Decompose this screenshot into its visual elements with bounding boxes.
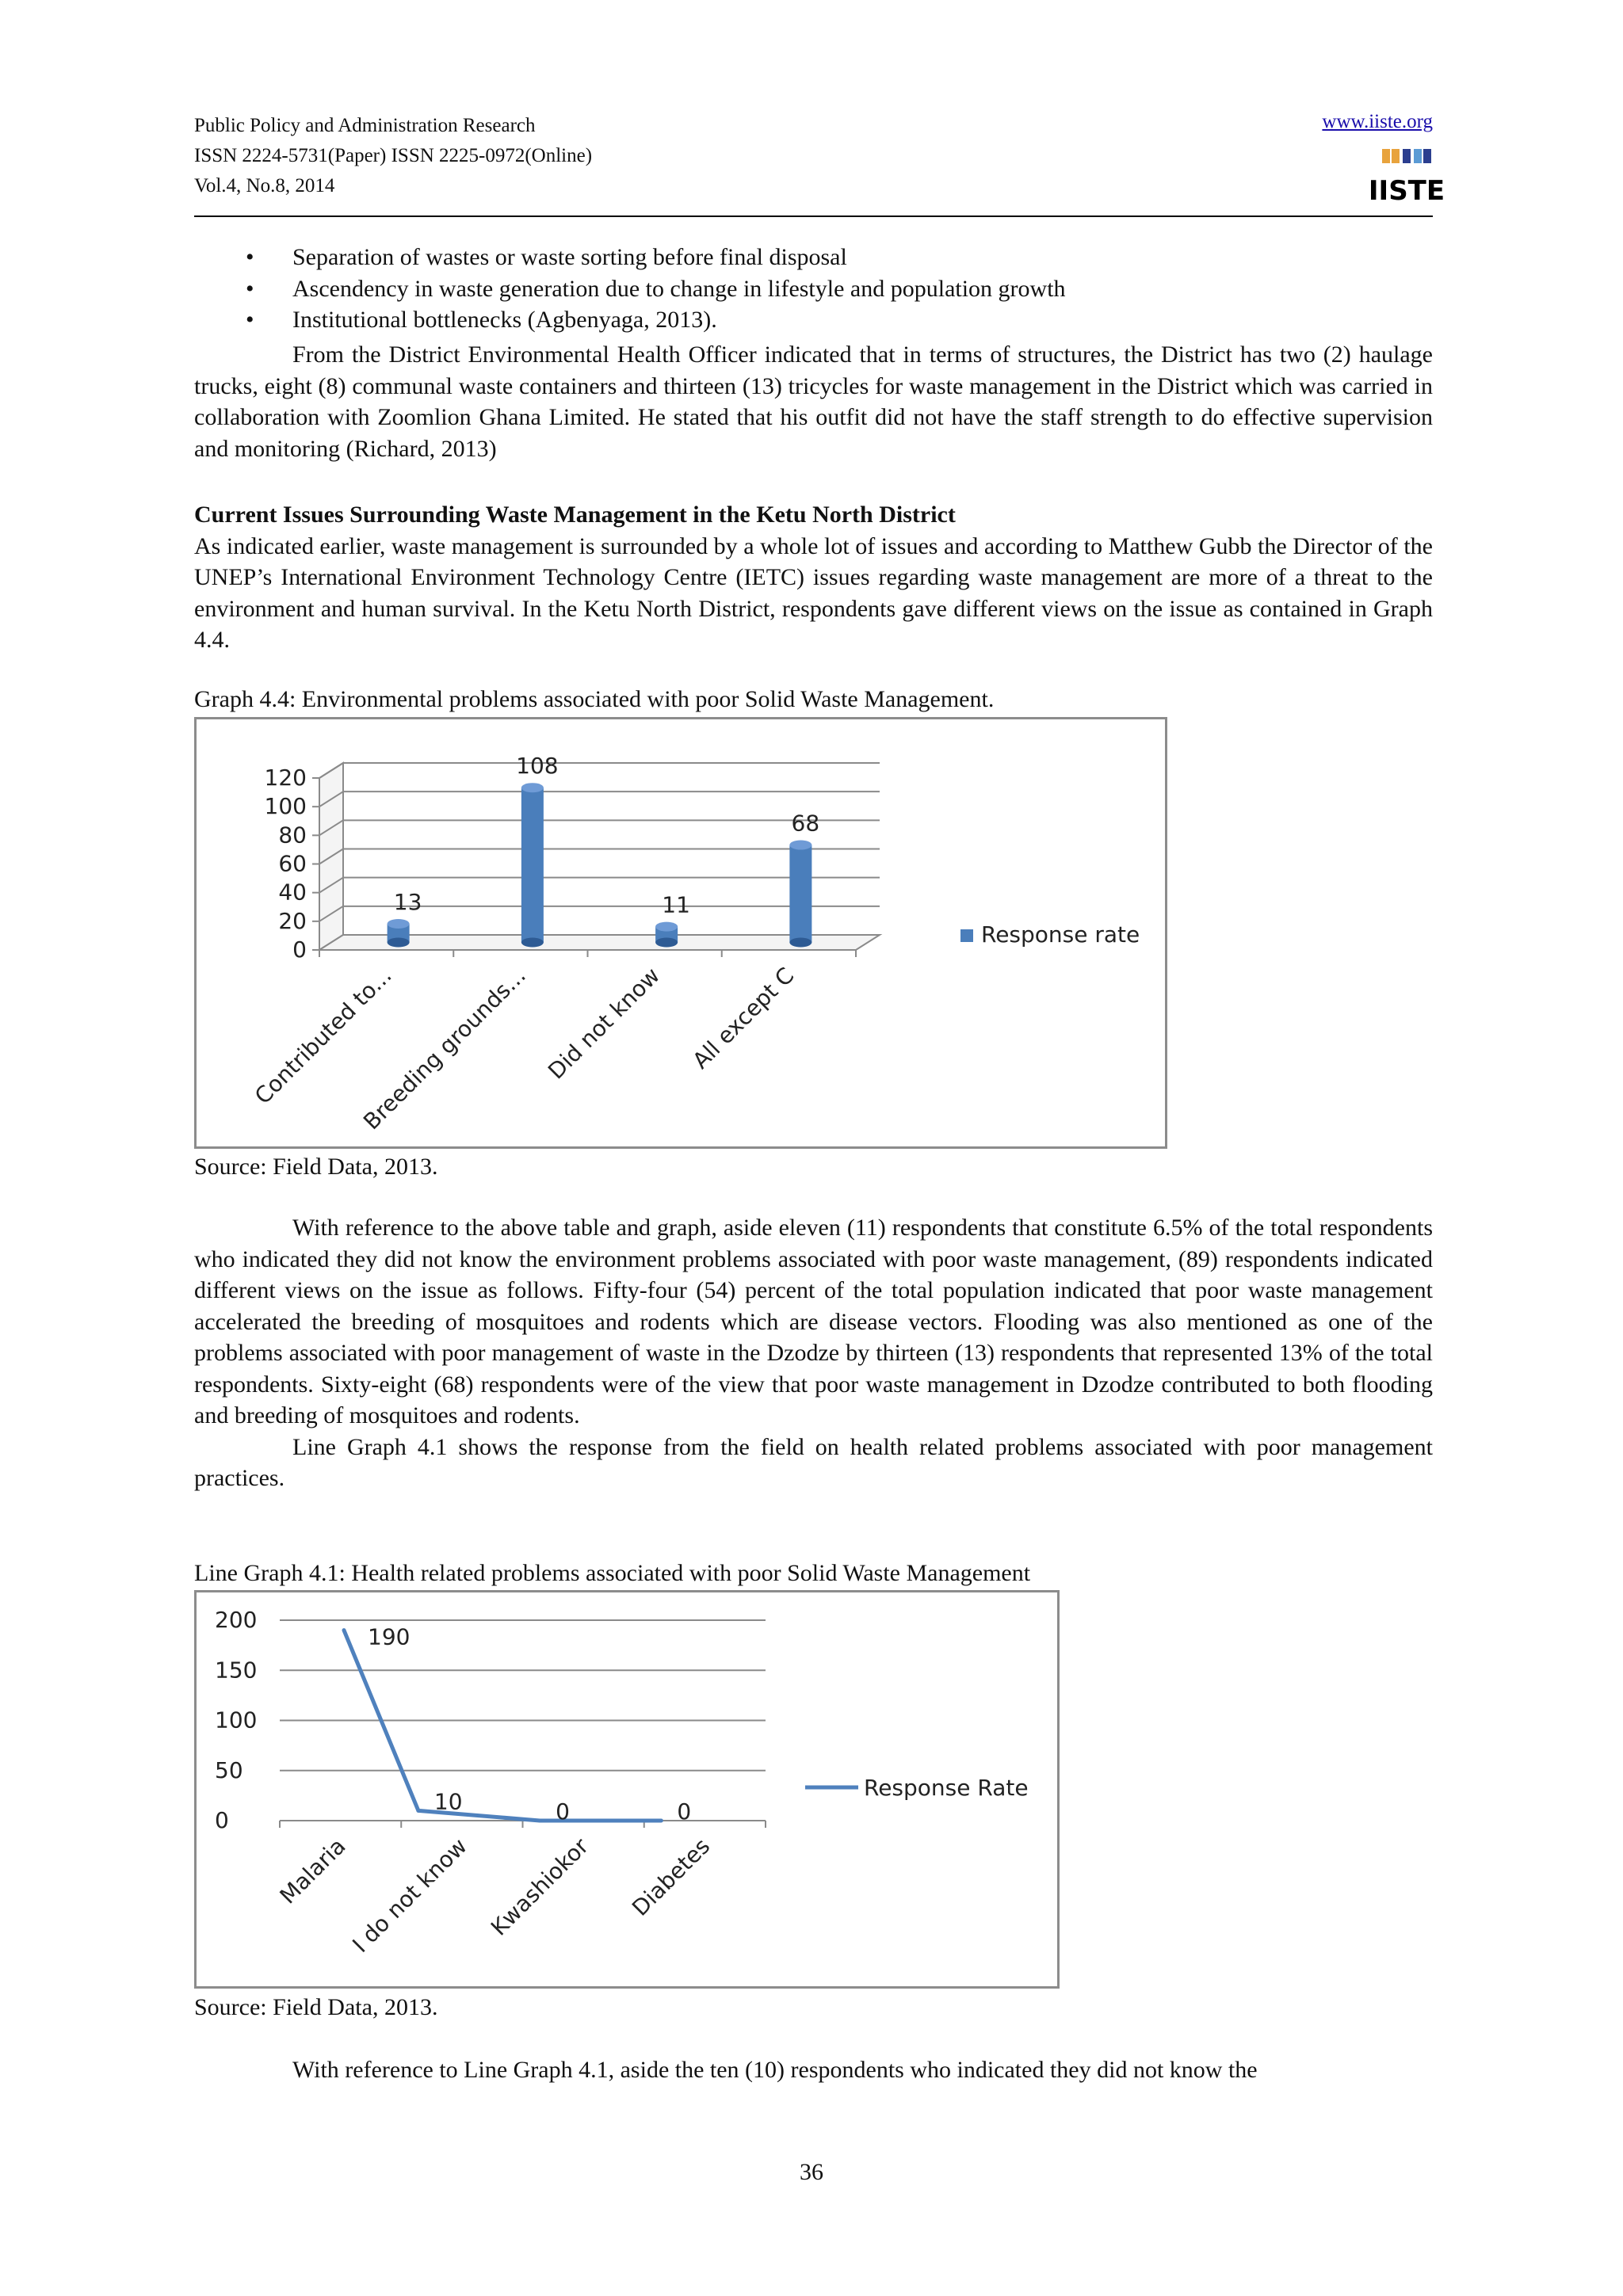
- y-tick-label: 60: [278, 850, 307, 877]
- bar-base: [789, 938, 812, 948]
- bar: [521, 788, 544, 942]
- section-current-issues: [194, 499, 1433, 656]
- bullet-item: • Institutional bottlenecks (Agbenyaga, 2013).: [292, 304, 1433, 336]
- section-heading: Current Issues Surrounding Waste Management in the Ketu North District: [194, 502, 956, 528]
- page-number: 36: [800, 2159, 823, 2185]
- graph-caption: Line Graph 4.1: Health related problems associated with poor Solid Waste Management: [194, 1560, 1031, 1586]
- x-tick-label: I do not know: [347, 1833, 472, 1958]
- journal-volume: Vol.4, No.8, 2014: [194, 175, 335, 196]
- journal-issn: ISSN 2224-5731(Paper) ISSN 2225-0972(Online): [194, 145, 593, 166]
- bar-chart-frame: [194, 717, 1167, 1149]
- x-tick-label: Breeding grounds...: [358, 962, 531, 1135]
- data-label: 108: [516, 753, 559, 780]
- x-tick-label: All except C: [687, 962, 800, 1074]
- y-tick-label: 0: [215, 1807, 229, 1833]
- bar: [789, 845, 812, 943]
- line-chart: [197, 1592, 1057, 1986]
- data-label: 190: [368, 1623, 411, 1650]
- y-tick-label: 200: [215, 1607, 258, 1633]
- logo-text: IISTE: [1368, 175, 1445, 207]
- x-tick-label: Diabetes: [627, 1833, 716, 1921]
- data-label: 13: [393, 888, 422, 915]
- x-tick-label: Malaria: [274, 1833, 351, 1909]
- bar-chart: [197, 719, 1165, 1146]
- graph-source: Source: Field Data, 2013.: [194, 1994, 438, 2020]
- paragraph-text: As indicated earlier, waste management is surrounded by a whole lot of issues and according to Matthew Gubb the Director of the UNEP’s International Environment Technology Centre (IETC) issues regarding waste management are more of a threat to the environment and human survival. In the Ketu North District, respondents gave different views on the issue as contained in Graph 4.4.: [194, 532, 1433, 653]
- bar-top: [655, 922, 678, 932]
- bar-base: [655, 938, 678, 948]
- y-tick-label: 20: [278, 907, 307, 934]
- data-point: [659, 1819, 663, 1823]
- graph-source: Source: Field Data, 2013.: [194, 1154, 438, 1180]
- data-label: 0: [677, 1798, 692, 1825]
- bar-top: [388, 919, 410, 929]
- bar-base: [388, 938, 410, 948]
- graph-caption: Graph 4.4: Environmental problems associated with poor Solid Waste Management.: [194, 686, 995, 712]
- x-tick-label: Did not know: [543, 962, 666, 1085]
- bar-base: [521, 938, 544, 948]
- paragraph-analysis: [194, 1212, 1433, 1494]
- data-label: 68: [791, 810, 820, 837]
- data-label: 10: [433, 1788, 463, 1815]
- bullet-item: • Separation of wastes or waste sorting before final disposal: [292, 242, 1433, 273]
- paragraph-text: From the District Environmental Health Officer indicated that in terms of structures, the District has two (2) haulage trucks, eight (8) communal waste containers and thirteen (13) tricycles for waste management in the District which was carried in collaboration with Zoomlion Ghana Limited. He stated that his outfit did not have the staff strength to do effective supervision and monitoring (Richard, 2013): [194, 341, 1433, 462]
- y-tick-label: 100: [264, 793, 307, 820]
- bullet-item: • Ascendency in waste generation due to change in lifestyle and population growth: [292, 273, 1433, 305]
- y-tick-label: 150: [215, 1657, 258, 1684]
- x-tick-label: Kwashiokor: [485, 1833, 594, 1941]
- data-point: [416, 1809, 420, 1813]
- paragraph-text: With reference to Line Graph 4.1, aside the ten (10) respondents who indicated they did not know the: [292, 2057, 1258, 2083]
- x-tick-label: Contributed to...: [250, 962, 397, 1110]
- bar-top: [521, 783, 544, 792]
- legend-swatch: [960, 929, 973, 942]
- y-tick-label: 40: [278, 879, 307, 906]
- paragraph-continuation: [194, 2054, 1433, 2086]
- legend-label: Response Rate: [864, 1775, 1029, 1801]
- iiste-logo: [1368, 147, 1445, 207]
- y-tick-label: 80: [278, 822, 307, 849]
- bar-top: [789, 841, 812, 850]
- data-point: [538, 1819, 542, 1823]
- paragraph-text: With reference to the above table and graph, aside eleven (11) respondents that constitute 6.5% of the total respondents who indicated they did not know the environment problems associated with poor waste management, (89) respondents indicated different views on the issue as follows. Fifty-four (54) percent of the total population indicated that poor waste management accelerated the breeding of mosquitoes and rodents which are disease vectors. Flooding was also mentioned as one of the problems associated with poor management of waste in the Dzodze by thirteen (13) respondents that represented 13% of the total respondents. Sixty-eight (68) respondents were of the view that poor waste management in Dzodze contributed to both flooding and breeding of mosquitoes and rodents.: [194, 1215, 1433, 1428]
- header-rule: [194, 215, 1433, 217]
- series-line: [344, 1630, 661, 1821]
- bullet-list: [194, 242, 1433, 336]
- paragraph-structures: [194, 339, 1433, 464]
- line-chart-frame: [194, 1590, 1060, 1989]
- paragraph-text: Line Graph 4.1 shows the response from the field on health related problems associated with poor management practices.: [194, 1433, 1433, 1491]
- y-tick-label: 120: [264, 765, 307, 791]
- y-tick-label: 50: [215, 1756, 243, 1783]
- y-tick-label: 0: [292, 936, 307, 963]
- journal-header: [194, 111, 592, 201]
- data-label: 0: [556, 1798, 570, 1825]
- y-tick-label: 100: [215, 1707, 258, 1733]
- website-link[interactable]: www.iiste.org: [1322, 111, 1433, 132]
- journal-title: Public Policy and Administration Research: [194, 115, 536, 136]
- data-label: 11: [662, 891, 690, 918]
- legend-label: Response rate: [981, 921, 1140, 948]
- data-point: [342, 1628, 346, 1632]
